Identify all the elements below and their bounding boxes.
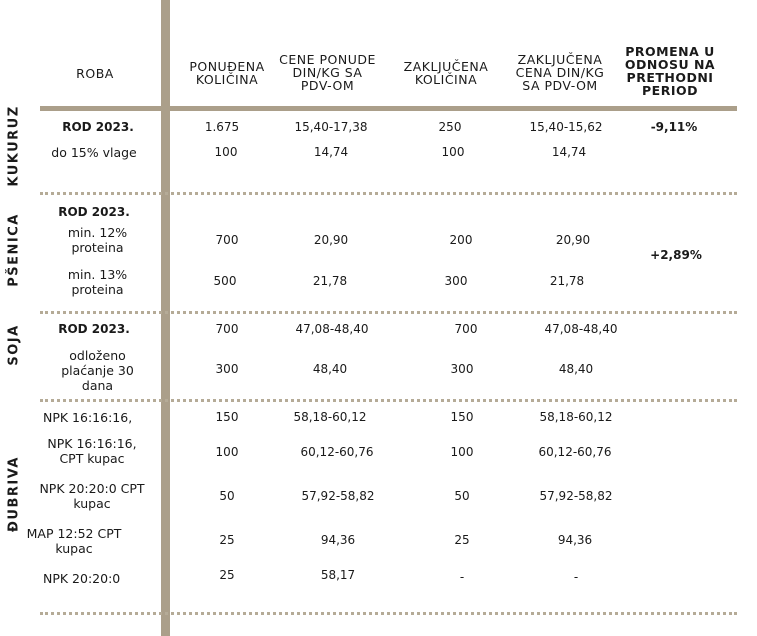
section-label-kukuruz: KUKURUZ bbox=[6, 105, 22, 187]
offered-qty: 25 bbox=[219, 533, 235, 547]
closed-qty: - bbox=[459, 570, 465, 584]
offered-qty: 500 bbox=[213, 274, 237, 288]
closed-qty: 700 bbox=[454, 322, 478, 336]
row-name: min. 13% proteina bbox=[67, 267, 128, 297]
row-name: do 15% vlage bbox=[51, 145, 137, 160]
offered-qty: 25 bbox=[219, 568, 235, 582]
closed-qty: 300 bbox=[444, 274, 468, 288]
offered-qty: 100 bbox=[214, 145, 238, 159]
closed-price: 48,40 bbox=[558, 362, 594, 376]
offer-price: 58,17 bbox=[320, 568, 356, 582]
section-label-soja: SOJA bbox=[6, 324, 22, 366]
row-name: NPK 16:16:16, bbox=[43, 410, 133, 425]
offer-price: 47,08-48,40 bbox=[295, 322, 369, 336]
offer-price: 20,90 bbox=[313, 233, 349, 247]
closed-qty: 50 bbox=[454, 489, 470, 503]
offered-qty: 300 bbox=[215, 362, 239, 376]
row-name: ROD 2023. bbox=[62, 120, 134, 134]
header-closed-price: ZAKLJUČENA CENA DIN/KG SA PDV-OM bbox=[515, 52, 605, 93]
offered-qty: 1.675 bbox=[204, 120, 240, 134]
header-change: PROMENA U ODNOSU NA PRETHODNI PERIOD bbox=[624, 44, 716, 98]
row-name: odloženo plaćanje 30 dana bbox=[61, 348, 134, 393]
offered-qty: 700 bbox=[215, 233, 239, 247]
offered-qty: 700 bbox=[215, 322, 239, 336]
row-name: NPK 20:20:0 CPT kupac bbox=[39, 481, 145, 511]
closed-price: - bbox=[573, 570, 579, 584]
header-offered-quantity: PONUĐENA KOLIČINA bbox=[189, 59, 265, 87]
header-roba: ROBA bbox=[76, 66, 114, 81]
closed-qty: 150 bbox=[450, 410, 474, 424]
row-name: NPK 20:20:0 bbox=[43, 571, 121, 586]
closed-qty: 100 bbox=[441, 145, 465, 159]
row-name: ROD 2023. bbox=[58, 322, 130, 336]
offered-qty: 150 bbox=[215, 410, 239, 424]
closed-price: 14,74 bbox=[551, 145, 587, 159]
closed-qty: 100 bbox=[450, 445, 474, 459]
closed-price: 58,18-60,12 bbox=[539, 410, 613, 424]
closed-price: 57,92-58,82 bbox=[539, 489, 613, 503]
header-offer-prices: CENE PONUDE DIN/KG SA PDV-OM bbox=[279, 52, 376, 93]
offer-price: 58,18-60,12 bbox=[293, 410, 367, 424]
closed-qty: 200 bbox=[449, 233, 473, 247]
change-value: +2,89% bbox=[650, 248, 702, 262]
closed-price: 15,40-15,62 bbox=[529, 120, 603, 134]
row-name: min. 12% proteina bbox=[67, 225, 128, 255]
section-divider bbox=[40, 311, 737, 314]
closed-price: 47,08-48,40 bbox=[544, 322, 618, 336]
closed-price: 94,36 bbox=[557, 533, 593, 547]
closed-price: 21,78 bbox=[549, 274, 585, 288]
offer-price: 14,74 bbox=[313, 145, 349, 159]
offer-price: 48,40 bbox=[312, 362, 348, 376]
section-label-psenica: PŠENICA bbox=[6, 213, 22, 287]
offered-qty: 50 bbox=[219, 489, 235, 503]
closed-qty: 250 bbox=[438, 120, 462, 134]
vertical-divider-bar bbox=[161, 0, 170, 636]
header-closed-quantity: ZAKLJUČENA KOLIČINA bbox=[403, 59, 489, 87]
row-year: ROD 2023. bbox=[58, 205, 130, 219]
closed-qty: 25 bbox=[454, 533, 470, 547]
offer-price: 21,78 bbox=[312, 274, 348, 288]
section-divider bbox=[40, 192, 737, 195]
offer-price: 60,12-60,76 bbox=[300, 445, 374, 459]
offer-price: 57,92-58,82 bbox=[301, 489, 375, 503]
closed-qty: 300 bbox=[450, 362, 474, 376]
closed-price: 20,90 bbox=[555, 233, 591, 247]
row-name: MAP 12:52 CPT kupac bbox=[26, 526, 122, 556]
offered-qty: 100 bbox=[215, 445, 239, 459]
section-label-djubriva: ĐUBRIVA bbox=[6, 456, 22, 532]
offer-price: 15,40-17,38 bbox=[294, 120, 368, 134]
section-divider bbox=[40, 612, 737, 615]
header-divider-bar bbox=[40, 106, 737, 111]
row-name: NPK 16:16:16, CPT kupac bbox=[47, 436, 137, 466]
closed-price: 60,12-60,76 bbox=[538, 445, 612, 459]
offer-price: 94,36 bbox=[320, 533, 356, 547]
change-value: -9,11% bbox=[650, 120, 698, 134]
section-divider bbox=[40, 399, 737, 402]
